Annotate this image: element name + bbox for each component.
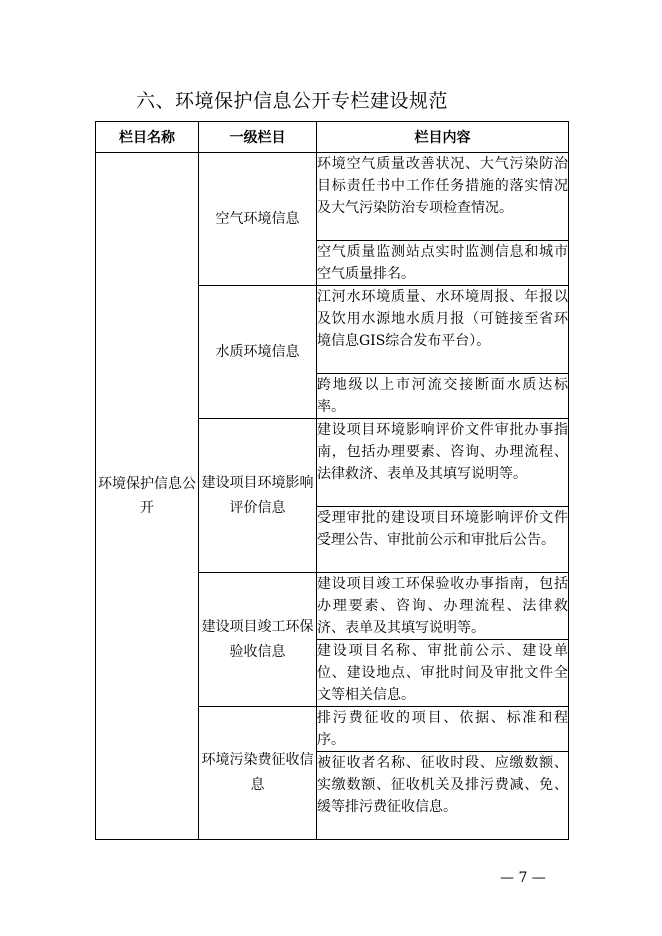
content-cell: 排污费征收的项目、依据、标准和程序。	[317, 707, 569, 752]
header-column-name: 栏目名称	[96, 122, 199, 153]
content-cell: 建设项目环境影响评价文件审批办事指南，包括办理要素、咨询、办理流程、法律救济、表单及其填写说明等。	[317, 419, 569, 507]
content-cell: 空气质量监测站点实时监测信息和城市空气质量排名。	[317, 241, 569, 286]
content-cell: 跨地级以上市河流交接断面水质达标率。	[317, 374, 569, 419]
spec-table	[95, 121, 569, 840]
content-cell: 建设项目名称、审批前公示、建设单位、建设地点、审批时间及审批文件全文等相关信息。	[317, 640, 569, 707]
table-header-row	[96, 122, 569, 153]
header-first-level: 一级栏目	[199, 122, 317, 153]
section-heading: 六、环境保护信息公开专栏建设规范	[136, 90, 449, 112]
section-fees: 环境污染费征收信息	[199, 707, 317, 840]
section-eia: 建设项目环境影响评价信息	[199, 419, 317, 573]
content-cell: 受理审批的建设项目环境影响评价文件受理公告、审批前公示和审批后公告。	[317, 507, 569, 573]
category-cell: 环境保护信息公开	[96, 153, 199, 840]
section-air: 空气环境信息	[199, 153, 317, 286]
content-cell: 建设项目竣工环保验收办事指南，包括办理要素、咨询、办理流程、法律救济、表单及其填写说明等。	[317, 573, 569, 640]
table-row	[96, 153, 569, 241]
page-number: — 7 —	[500, 870, 546, 886]
content-cell: 江河水环境质量、水环境周报、年报以及饮用水源地水质月报（可链接至省环境信息GIS综合发布平台）。	[317, 286, 569, 374]
header-content: 栏目内容	[317, 122, 569, 153]
section-water: 水质环境信息	[199, 286, 317, 419]
content-cell: 环境空气质量改善状况、大气污染防治目标责任书中工作任务措施的落实情况及大气污染防治专项检查情况。	[317, 153, 569, 241]
section-acceptance: 建设项目竣工环保验收信息	[199, 573, 317, 707]
content-cell: 被征收者名称、征收时段、应缴数额、实缴数额、征收机关及排污费减、免、缓等排污费征收信息。	[317, 752, 569, 840]
